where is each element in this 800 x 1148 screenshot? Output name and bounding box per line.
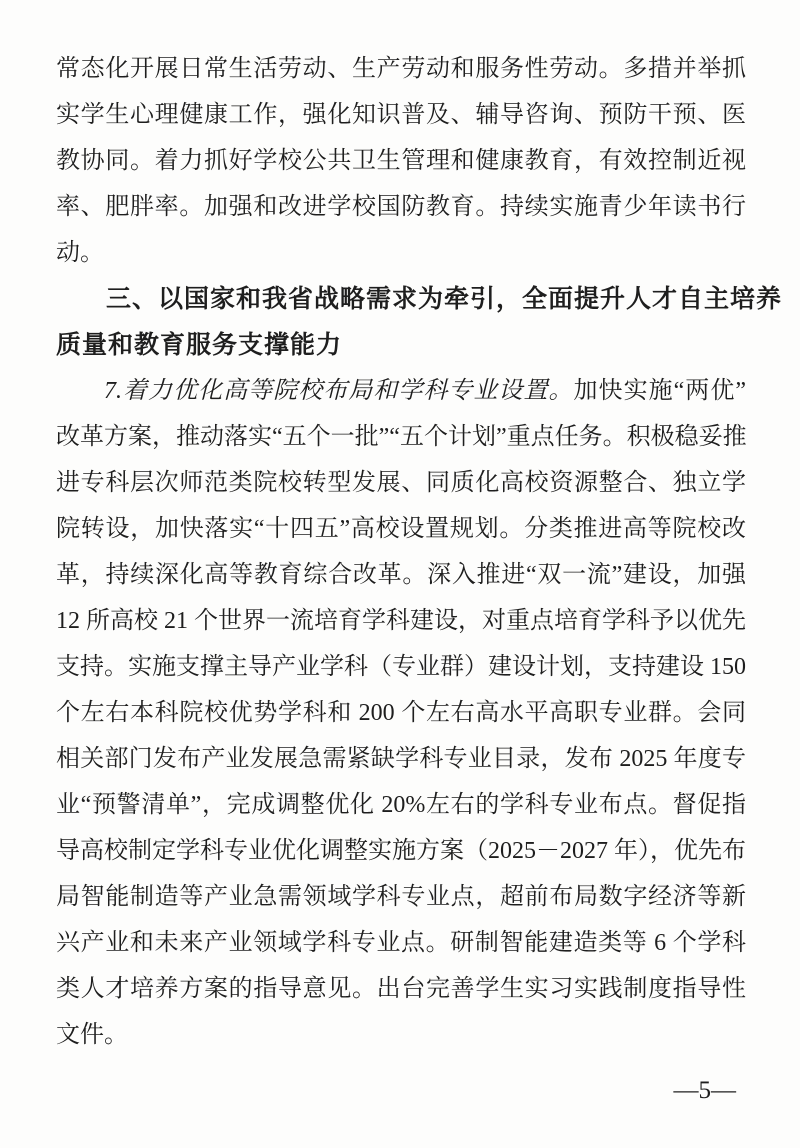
item-7-line-rest: 加快实施“两优” [573,378,747,404]
body-line: 动。 [56,240,104,266]
body-line: 个左右本科院校优势学科和 200 个左右高水平高职专业群。会同 [56,700,746,726]
section-heading-line-1: 三、以国家和我省战略需求为牵引，全面提升人才自主培养 [106,285,783,313]
body-line: 局智能制造等产业急需领域学科专业点，超前布局数字经济等新 [56,884,746,910]
body-line: 兴产业和未来产业领域学科专业点。研制智能建造类等 6 个学科 [56,930,746,956]
body-line: 革，持续深化高等教育综合改革。深入推进“双一流”建设，加强 [56,562,746,588]
body-line: 类人才培养方案的指导意见。出台完善学生实习实践制度指导性 [56,976,746,1002]
body-line: 支持。实施支撑主导产业学科（专业群）建设计划，支持建设 150 [56,654,746,680]
item-7-title: 7.着力优化高等院校布局和学科专业设置。 [104,378,574,404]
body-line: 教协同。着力抓好学校公共卫生管理和健康教育，有效控制近视 [56,148,746,174]
body-line: 进专科层次师范类院校转型发展、同质化高校资源整合、独立学 [56,470,746,496]
page-number: —5— [673,1077,736,1104]
paragraph-continuation [56,46,746,276]
body-line: 12 所高校 21 个世界一流培育学科建设，对重点培育学科予以优先 [56,608,746,634]
body-line: 相关部门发布产业发展急需紧缺学科专业目录，发布 2025 年度专 [56,746,746,772]
body-line: 率、肥胖率。加强和改进学校国防教育。持续实施青少年读书行 [56,194,746,220]
body-line: 导高校制定学科专业优化调整实施方案（2025－2027 年），优先布 [56,838,746,864]
body-line: 改革方案，推动落实“五个一批”“五个计划”重点任务。积极稳妥推 [56,424,747,450]
section-heading [56,276,783,368]
body-line: 常态化开展日常生活劳动、生产劳动和服务性劳动。多措并举抓 [56,56,746,82]
body-line: 院转设，加快落实“十四五”高校设置规划。分类推进高等院校改 [56,516,746,542]
section-heading-line-2: 质量和教育服务支撑能力 [56,331,343,359]
body-line: 文件。 [56,1022,128,1048]
body-line: 实学生心理健康工作，强化知识普及、辅导咨询、预防干预、医 [56,102,746,128]
item-7-paragraph [56,368,746,1058]
item-7-first-line [56,368,746,414]
body-line: 业“预警清单”，完成调整优化 20%左右的学科专业布点。督促指 [56,792,746,818]
